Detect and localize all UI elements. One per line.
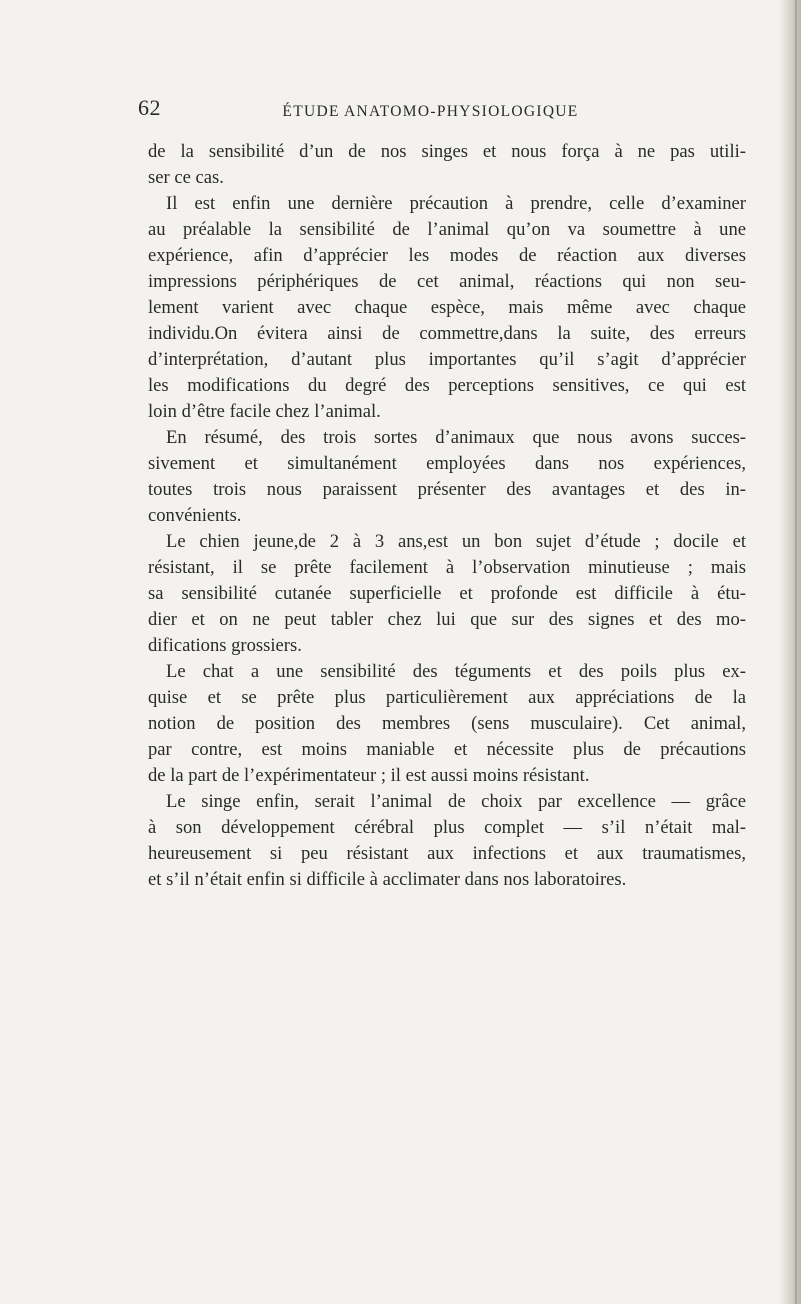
- text-line: ser ce cas.: [148, 167, 224, 188]
- text-line: par contre, est moins maniable et nécessite plus de précautions: [148, 739, 746, 760]
- page-number: 62: [138, 95, 161, 120]
- text-line: notion de position des membres (sens musculaire). Cet animal,: [148, 713, 746, 734]
- text-line: d’interprétation, d’autant plus importantes qu’il s’agit d’apprécier: [148, 349, 746, 370]
- body-text: [148, 139, 746, 893]
- text-line: Le chat a une sensibilité des téguments et des poils plus ex-: [166, 661, 746, 682]
- text-line: quise et se prête plus particulièrement aux appréciations de la: [148, 687, 746, 708]
- text-line: heureusement si peu résistant aux infections et aux traumatismes,: [148, 843, 746, 864]
- text-line: difications grossiers.: [148, 635, 302, 656]
- text-line: lement varient avec chaque espèce, mais même avec chaque: [148, 297, 746, 318]
- text-line: Il est enfin une dernière précaution à prendre, celle d’examiner: [166, 193, 746, 214]
- text-line: et s’il n’était enfin si difficile à acclimater dans nos laboratoires.: [148, 869, 627, 890]
- text-line: individu.On évitera ainsi de commettre,dans la suite, des erreurs: [148, 323, 746, 344]
- running-title: ÉTUDE ANATOMO-PHYSIOLOGIQUE: [282, 103, 579, 120]
- text-line: Le singe enfin, serait l’animal de choix par excellence — grâce: [166, 791, 746, 812]
- text-line: impressions périphériques de cet animal, réactions qui non seu-: [148, 271, 746, 292]
- text-line: convénients.: [148, 505, 242, 526]
- text-line: sivement et simultanément employées dans nos expériences,: [148, 453, 746, 474]
- page-edge-line: [795, 0, 797, 1304]
- text-line: loin d’être facile chez l’animal.: [148, 401, 381, 422]
- text-line: les modifications du degré des perceptions sensitives, ce qui est: [148, 375, 746, 396]
- text-line: résistant, il se prête facilement à l’observation minutieuse ; mais: [148, 557, 746, 578]
- text-line: à son développement cérébral plus complet — s’il n’était mal-: [148, 817, 746, 838]
- text-line: En résumé, des trois sortes d’animaux que nous avons succes-: [166, 427, 746, 448]
- page-edge-shadow: [779, 0, 801, 1304]
- text-line: de la part de l’expérimentateur ; il est aussi moins résistant.: [148, 765, 590, 786]
- text-line: au préalable la sensibilité de l’animal qu’on va soumettre à une: [148, 219, 746, 240]
- text-line: de la sensibilité d’un de nos singes et nous força à ne pas utili-: [148, 141, 746, 162]
- text-line: sa sensibilité cutanée superficielle et profonde est difficile à étu-: [148, 583, 746, 604]
- text-line: dier et on ne peut tabler chez lui que sur des signes et des mo-: [148, 609, 746, 630]
- text-line: Le chien jeune,de 2 à 3 ans,est un bon sujet d’étude ; docile et: [166, 531, 746, 552]
- text-line: expérience, afin d’apprécier les modes de réaction aux diverses: [148, 245, 746, 266]
- text-line: toutes trois nous paraissent présenter des avantages et des in-: [148, 479, 746, 500]
